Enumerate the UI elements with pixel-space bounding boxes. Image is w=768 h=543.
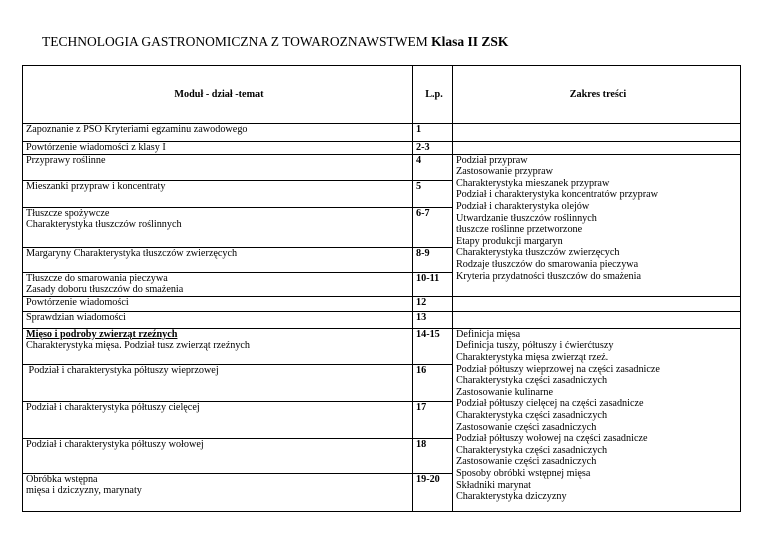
- scope-cell-empty: [453, 142, 741, 155]
- title-class: Klasa II ZSK: [431, 34, 509, 49]
- topic-cell: Podział i charakterystyka półtuszy wieprzowej: [23, 364, 413, 401]
- table-row: [23, 328, 741, 364]
- lp-cell: 14-15: [413, 328, 453, 364]
- topic-cell: Mięso i podroby zwierząt rzeźnych Charakterystyka mięsa. Podział tusz zwierząt rzeźnych: [23, 328, 413, 364]
- table-row: [23, 311, 741, 328]
- topic-cell: Podział i charakterystyka półtuszy wołowej: [23, 438, 413, 473]
- topic-cell: Margaryny Charakterystyka tłuszczów zwierzęcych: [23, 247, 413, 272]
- scope-cell-meat: Definicja mięsa Definicja tuszy, półtuszy i ćwierćtuszy Charakterystyka mięsa zwierząt rzeź. Podział półtuszy wieprzowej na części zasadnicze Charakterystyka części zasadniczych Zastosowanie kulinarne Podział półtuszy cielęcej na części zasadnicze Charakterystyka części zasadniczych Zastosowanie części zasadniczych Podział półtuszy wołowej na części zasadnicze Charakterystyka części zasadniczych Zastosowanie części zasadniczych Sposoby obróbki wstępnej mięsa Składniki marynat Charakterystyka dziczyzny: [453, 328, 741, 511]
- topic-cell: Przyprawy roślinne: [23, 154, 413, 180]
- table-row: [23, 124, 741, 142]
- lp-cell: 8-9: [413, 247, 453, 272]
- header-lp: L.p.: [413, 66, 453, 124]
- lp-cell: 2-3: [413, 142, 453, 155]
- topic-cell: Podział i charakterystyka półtuszy cielęcej: [23, 401, 413, 438]
- header-scope: Zakres treści: [453, 66, 741, 124]
- header-module: Moduł - dział -temat: [23, 66, 413, 124]
- lp-cell: 13: [413, 311, 453, 328]
- lp-cell: 4: [413, 154, 453, 180]
- table-row: [23, 296, 741, 311]
- curriculum-table: [22, 65, 741, 512]
- lp-cell: 18: [413, 438, 453, 473]
- table-row: [23, 154, 741, 180]
- scope-cell-empty: [453, 124, 741, 142]
- lp-cell: 17: [413, 401, 453, 438]
- topic-cell: Tłuszcze do smarowania pieczywa Zasady doboru tłuszczów do smażenia: [23, 272, 413, 296]
- lp-cell: 5: [413, 180, 453, 207]
- lp-cell: 1: [413, 124, 453, 142]
- topic-cell: Sprawdzian wiadomości: [23, 311, 413, 328]
- lp-cell: 16: [413, 364, 453, 401]
- title-main: TECHNOLOGIA GASTRONOMICZNA Z TOWAROZNAWSTWEM: [42, 34, 428, 49]
- lp-cell: 10-11: [413, 272, 453, 296]
- topic-cell: Powtórzenie wiadomości: [23, 296, 413, 311]
- scope-cell-empty: [453, 296, 741, 311]
- topic-cell: Mieszanki przypraw i koncentraty: [23, 180, 413, 207]
- topic-cell: Obróbka wstępna mięsa i dziczyzny, marynaty: [23, 473, 413, 511]
- document-title: [42, 34, 508, 50]
- topic-cell: Powtórzenie wiadomości z klasy I: [23, 142, 413, 155]
- lp-cell: 12: [413, 296, 453, 311]
- topic-cell: Zapoznanie z PSO Kryteriami egzaminu zawodowego: [23, 124, 413, 142]
- topic-heading-meat: Mięso i podroby zwierząt rzeźnych: [26, 328, 178, 340]
- table-row: [23, 142, 741, 155]
- topic-cell: Tłuszcze spożywcze Charakterystyka tłuszczów roślinnych: [23, 207, 413, 247]
- lp-cell: 19-20: [413, 473, 453, 511]
- lp-cell: 6-7: [413, 207, 453, 247]
- scope-cell-empty: [453, 311, 741, 328]
- scope-cell-fats: Podział przypraw Zastosowanie przypraw Charakterystyka mieszanek przypraw Podział i charakterystyka koncentratów przypraw Podział i charakterystyka olejów Utwardzanie tłuszczów roślinnych tłuszcze roślinne przetworzone Etapy produkcji margaryn Charakterystyka tłuszczów zwierzęcych Rodzaje tłuszczów do smarowania pieczywa Kryteria przydatności tłuszczów do smażenia: [453, 154, 741, 296]
- table-header-row: [23, 66, 741, 124]
